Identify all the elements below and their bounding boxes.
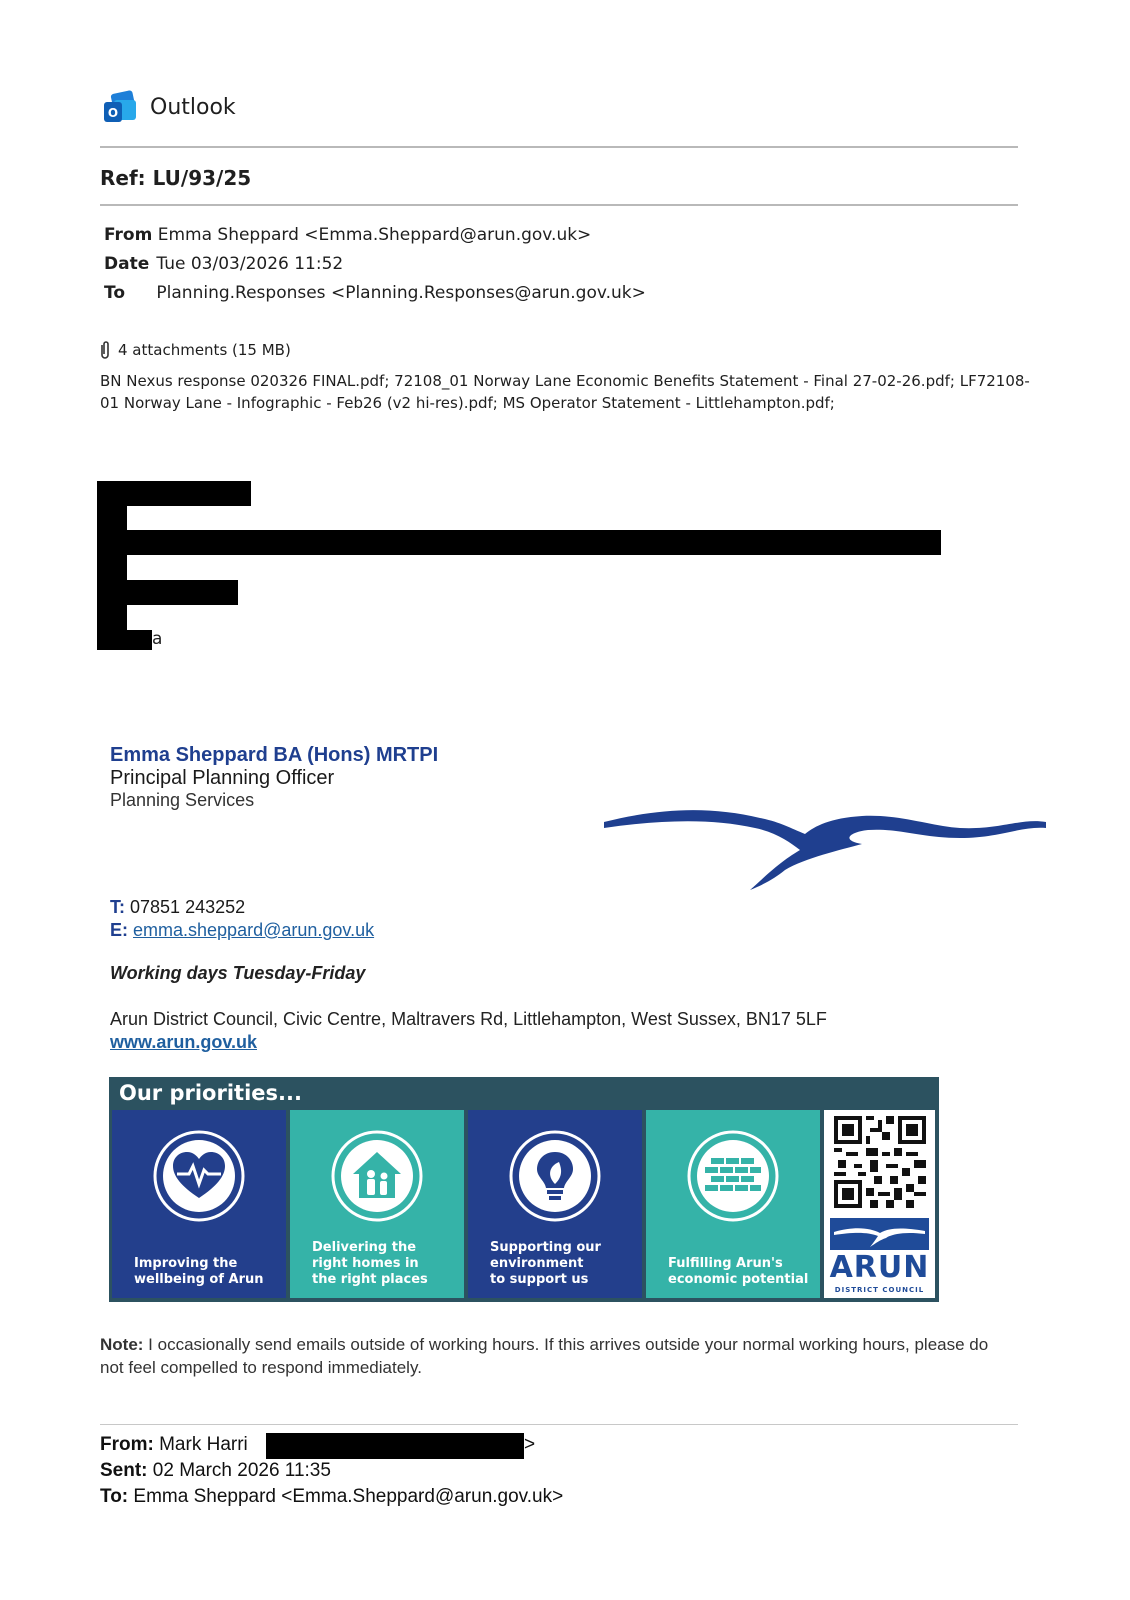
from-value[interactable]: Emma Sheppard <Emma.Sheppard@arun.gov.uk> (157, 225, 592, 245)
attachments-count: 4 attachments (15 MB) (118, 341, 291, 359)
brick-wall-icon (685, 1128, 781, 1224)
date-row (104, 254, 343, 274)
app-name: Outlook (150, 95, 236, 120)
arun-logo-subtext: DISTRICT COUNCIL (834, 1286, 925, 1294)
email-label: E: (110, 920, 128, 940)
date-label: Date (104, 254, 150, 274)
phone-row (110, 897, 245, 918)
forwarded-from-tail: > (524, 1434, 536, 1455)
phone-number[interactable]: 07851 243252 (130, 897, 246, 917)
redaction-bar (97, 481, 251, 506)
to-row (104, 283, 646, 303)
priority-text: Delivering the right homes in the right places (312, 1240, 428, 1287)
council-address: Arun District Council, Civic Centre, Maltravers Rd, Littlehampton, West Sussex, BN17 5LF (110, 1009, 827, 1029)
forwarded-from-value: Mark Harri (159, 1434, 248, 1455)
header-divider (100, 146, 1018, 148)
priority-panel-economy (646, 1110, 820, 1298)
forwarded-sent-row (100, 1460, 331, 1482)
redaction-bar (97, 506, 127, 650)
svg-text:O: O (107, 106, 119, 120)
redaction-bar (97, 580, 238, 605)
priority-panel-wellbeing (112, 1110, 286, 1298)
out-of-hours-note (100, 1333, 1000, 1379)
from-row (104, 225, 591, 245)
lightbulb-leaf-icon (507, 1128, 603, 1224)
arun-logo-block (830, 1218, 929, 1250)
forwarded-to-row (100, 1486, 563, 1508)
banner-title: Our priorities... (119, 1081, 302, 1105)
email-row (110, 920, 374, 941)
note-label: Note: (100, 1335, 144, 1354)
arun-logo-text: ARUN (829, 1250, 930, 1285)
signature-email-link[interactable]: emma.sheppard@arun.gov.uk (133, 920, 375, 940)
from-label: From (104, 225, 153, 245)
subject-divider (100, 204, 1018, 206)
signature-department: Planning Services (110, 790, 255, 810)
outlook-logo-icon (102, 90, 138, 126)
redaction-bar (97, 530, 941, 555)
priority-text: Fulfilling Arun's economic potential (668, 1256, 809, 1287)
qr-logo-panel (824, 1110, 935, 1298)
date-value: Tue 03/03/2026 11:52 (156, 254, 344, 274)
forward-divider (100, 1424, 1018, 1425)
to-label: To (104, 283, 126, 303)
qr-code-icon[interactable] (834, 1116, 926, 1208)
forwarded-to-value: Emma Sheppard <Emma.Sheppard@arun.gov.uk> (133, 1486, 564, 1507)
working-days: Working days Tuesday-Friday (110, 963, 366, 983)
forwarded-from-label: From: (100, 1434, 154, 1455)
signature-title: Principal Planning Officer (110, 767, 335, 789)
forwarded-sent-label: Sent: (100, 1460, 148, 1481)
priority-text: Supporting our environment to support us (490, 1240, 601, 1287)
priority-text: Improving the wellbeing of Arun (134, 1256, 264, 1287)
website-link[interactable]: www.arun.gov.uk (110, 1032, 258, 1052)
redaction-bar (266, 1433, 524, 1459)
priority-panel-homes (290, 1110, 464, 1298)
seagull-mini-icon (830, 1218, 929, 1250)
body-fragment: a (152, 629, 163, 649)
email-subject: Ref: LU/93/25 (100, 166, 252, 190)
signature-name: Emma Sheppard BA (Hons) MRTPI (110, 744, 439, 766)
heart-icon (151, 1128, 247, 1224)
attachments-summary[interactable] (98, 340, 291, 360)
forwarded-sent-value: 02 March 2026 11:35 (152, 1460, 331, 1481)
phone-label: T: (110, 897, 125, 917)
attachment-file-list[interactable]: BN Nexus response 020326 FINAL.pdf; 72108_01 Norway Lane Economic Benefits Statement - Final 27-02-26.pdf; LF72108-01 Norway Lane - Infographic - Feb26 (v2 hi-res).pdf; MS Operator Statement - Littlehampton.pdf; (100, 372, 1030, 412)
house-family-icon (329, 1128, 425, 1224)
note-text: I occasionally send emails outside of working hours. If this arrives outside your normal working hours, please do not feel compelled to respond immediately. (100, 1335, 989, 1377)
forwarded-to-label: To: (100, 1486, 129, 1507)
seagull-logo-icon (600, 800, 1050, 900)
priority-panel-environment (468, 1110, 642, 1298)
paperclip-icon (98, 340, 112, 360)
redaction-bar (97, 630, 152, 650)
priorities-banner (109, 1077, 939, 1302)
forwarded-from-row (100, 1434, 248, 1456)
to-value[interactable]: Planning.Responses <Planning.Responses@arun.gov.uk> (156, 283, 646, 303)
